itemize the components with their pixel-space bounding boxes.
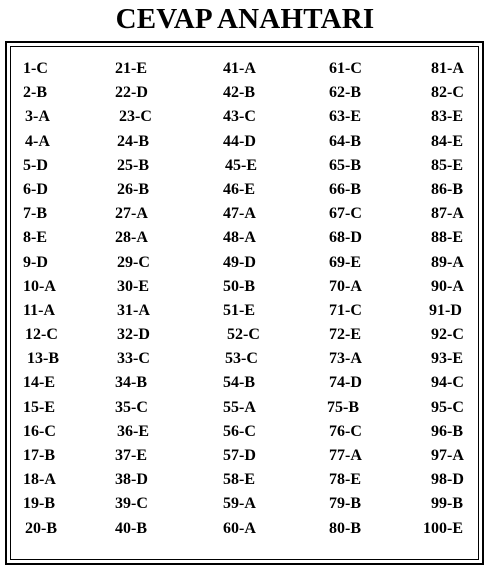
answer-cell: 4-A <box>25 132 50 150</box>
answer-cell: 73-A <box>329 350 362 368</box>
answer-column-3 <box>223 57 260 541</box>
answer-cell: 76-C <box>329 422 362 440</box>
answer-cell: 81-A <box>431 60 464 77</box>
answer-cell: 17-B <box>23 447 55 464</box>
answer-cell: 67-C <box>329 205 362 223</box>
answer-cell: 43-C <box>223 108 256 126</box>
answer-cell: 77-A <box>329 447 362 464</box>
answer-cell: 45-E <box>225 156 257 174</box>
answer-cell: 19-B <box>23 495 55 513</box>
answer-cell: 35-C <box>115 398 148 416</box>
answer-cell: 8-E <box>23 229 47 247</box>
answer-cell: 6-D <box>23 180 48 198</box>
answer-cell: 40-B <box>115 519 147 537</box>
answer-cell: 11-A <box>23 301 55 319</box>
answer-cell: 49-D <box>223 253 256 271</box>
answer-cell: 72-E <box>329 326 361 344</box>
answer-cell: 89-A <box>431 253 464 271</box>
answer-cell: 58-E <box>223 471 255 489</box>
answer-cell: 20-B <box>25 519 57 537</box>
answer-cell: 70-A <box>329 277 362 295</box>
answer-cell: 61-C <box>329 60 362 77</box>
answer-cell: 3-A <box>25 108 50 126</box>
answer-cell: 2-B <box>23 84 47 102</box>
answer-cell: 100-E <box>423 519 463 537</box>
answer-cell: 62-B <box>329 84 361 102</box>
answer-cell: 82-C <box>431 84 464 102</box>
answer-cell: 79-B <box>329 495 361 513</box>
answer-cell: 69-E <box>329 253 361 271</box>
answer-cell: 7-B <box>23 205 47 223</box>
answer-cell: 31-A <box>117 301 150 319</box>
answer-cell: 64-B <box>329 132 361 150</box>
answer-cell: 52-C <box>227 326 260 344</box>
answer-cell: 26-B <box>117 180 149 198</box>
answer-cell: 92-C <box>431 326 464 344</box>
answer-cell: 75-B <box>327 398 359 416</box>
answer-cell: 59-A <box>223 495 256 513</box>
answer-cell: 9-D <box>23 253 48 271</box>
answer-cell: 37-E <box>115 447 147 464</box>
answer-cell: 80-B <box>329 519 361 537</box>
answer-cell: 65-B <box>329 156 361 174</box>
answer-cell: 23-C <box>119 108 152 126</box>
answer-cell: 41-A <box>223 60 256 77</box>
answer-cell: 18-A <box>23 471 56 489</box>
page-title: CEVAP ANAHTARI <box>115 3 375 35</box>
answer-cell: 42-B <box>223 84 255 102</box>
answer-cell: 85-E <box>431 156 463 174</box>
answer-cell: 83-E <box>431 108 463 126</box>
answer-cell: 21-E <box>115 60 147 77</box>
answer-cell: 25-B <box>117 156 149 174</box>
answer-cell: 24-B <box>117 132 149 150</box>
answer-cell: 12-C <box>25 326 58 344</box>
answer-cell: 50-B <box>223 277 255 295</box>
answer-cell: 93-E <box>431 350 463 368</box>
answer-cell: 66-B <box>329 180 361 198</box>
answer-cell: 71-C <box>329 301 362 319</box>
answer-cell: 29-C <box>117 253 150 271</box>
answer-cell: 28-A <box>115 229 148 247</box>
answer-cell: 99-B <box>431 495 463 513</box>
answer-cell: 46-E <box>223 180 255 198</box>
answer-cell: 33-C <box>117 350 150 368</box>
answer-key-table <box>5 41 484 565</box>
answer-cell: 38-D <box>115 471 148 489</box>
answer-cell: 51-E <box>223 301 255 319</box>
answer-cell: 63-E <box>329 108 361 126</box>
answer-cell: 44-D <box>223 132 256 150</box>
answer-cell: 1-C <box>23 60 48 77</box>
answer-cell: 90-A <box>431 277 464 295</box>
answer-cell: 36-E <box>117 422 149 440</box>
answer-cell: 48-A <box>223 229 256 247</box>
answer-cell: 87-A <box>431 205 464 223</box>
answer-cell: 74-D <box>329 374 362 392</box>
answer-column-4 <box>329 57 362 541</box>
answer-cell: 78-E <box>329 471 361 489</box>
answer-cell: 86-B <box>431 180 463 198</box>
answer-column-5 <box>423 57 464 541</box>
answer-cell: 34-B <box>115 374 147 392</box>
answer-cell: 16-C <box>23 422 56 440</box>
answer-cell: 39-C <box>115 495 148 513</box>
answer-cell: 57-D <box>223 447 256 464</box>
answer-cell: 95-C <box>431 398 464 416</box>
answer-cell: 14-E <box>23 374 55 392</box>
answer-cell: 54-B <box>223 374 255 392</box>
answer-cell: 22-D <box>115 84 148 102</box>
answer-cell: 96-B <box>431 422 463 440</box>
answer-cell: 56-C <box>223 422 256 440</box>
answer-cell: 91-D <box>429 301 462 319</box>
answer-cell: 94-C <box>431 374 464 392</box>
answer-cell: 32-D <box>117 326 150 344</box>
answer-cell: 30-E <box>117 277 149 295</box>
answer-cell: 68-D <box>329 229 362 247</box>
answer-cell: 15-E <box>23 398 55 416</box>
answer-cell: 47-A <box>223 205 256 223</box>
answer-column-2 <box>115 57 152 541</box>
answer-column-1 <box>23 57 59 541</box>
answer-cell: 10-A <box>23 277 56 295</box>
answer-cell: 55-A <box>223 398 256 416</box>
answer-cell: 98-D <box>431 471 464 489</box>
answer-cell: 84-E <box>431 132 463 150</box>
answer-cell: 88-E <box>431 229 463 247</box>
answer-cell: 97-A <box>431 447 464 464</box>
answer-cell: 5-D <box>23 156 48 174</box>
answer-cell: 53-C <box>225 350 258 368</box>
answer-cell: 27-A <box>115 205 148 223</box>
answer-cell: 13-B <box>27 350 59 368</box>
answer-key-inner-border <box>10 46 479 560</box>
answer-cell: 60-A <box>223 519 256 537</box>
